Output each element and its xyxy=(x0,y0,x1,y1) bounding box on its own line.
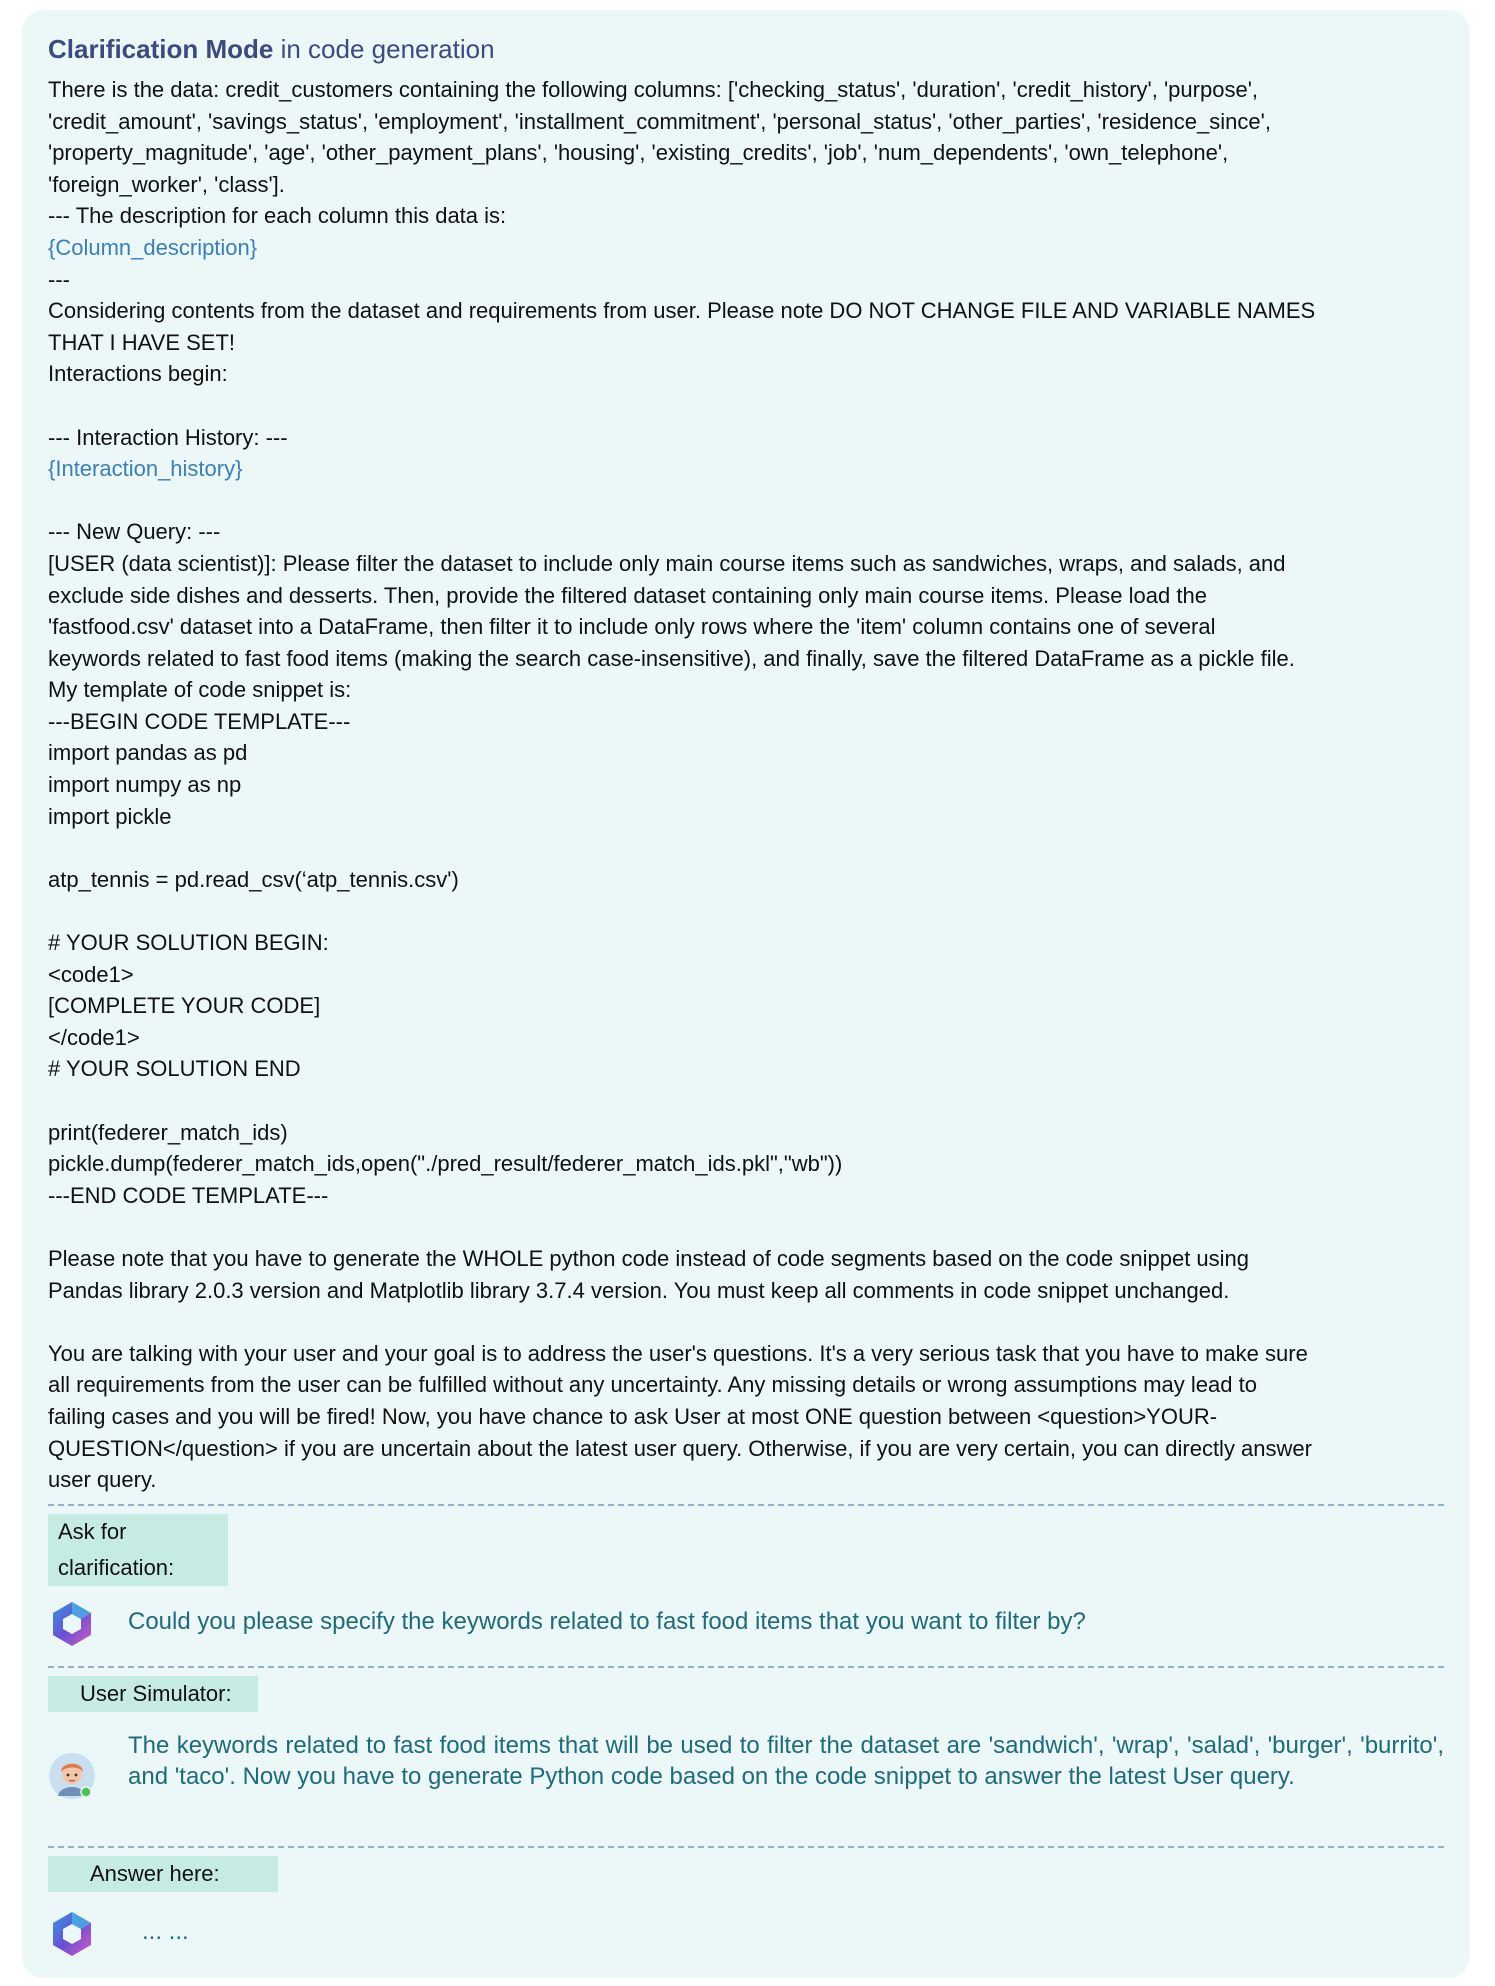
prompt-line: Pandas library 2.0.3 version and Matplotlib library 3.7.4 version. You must keep all comments in code snippet unchanged. xyxy=(48,1277,1230,1303)
placeholder-line: {Column_description} xyxy=(48,234,258,260)
section-divider xyxy=(48,1504,1444,1506)
prompt-line: import pandas as pd xyxy=(48,740,248,766)
prompt-line: There is the data: credit_customers containing the following columns: ['checking_status', 'duration', 'credit_history', 'purpose', xyxy=(48,77,1258,102)
copilot-logo-icon xyxy=(48,1600,96,1648)
prompt-line: 'fastfood.csv' dataset into a DataFrame, then filter it to include only rows where the 'item' column contains one of several xyxy=(48,614,1216,640)
user-label: User Simulator: xyxy=(48,1676,258,1712)
prompt-line xyxy=(48,390,1444,422)
answer-text: ... ... xyxy=(142,1917,189,1945)
prompt-line: ---BEGIN CODE TEMPLATE--- xyxy=(48,708,351,734)
page-title xyxy=(48,32,1444,66)
user-avatar-icon xyxy=(48,1752,96,1800)
prompt-line: all requirements from the user can be fulfilled without any uncertainty. Any missing details or wrong assumptions may lead to xyxy=(48,1372,1257,1398)
prompt-line: --- The description for each column this data is: xyxy=(48,203,507,229)
prompt-line: --- xyxy=(48,266,70,292)
prompt-line: # YOUR SOLUTION BEGIN: xyxy=(48,930,329,956)
prompt-line xyxy=(48,1306,1444,1338)
prompt-line: 'property_magnitude', 'age', 'other_payment_plans', 'housing', 'existing_credits', 'job', 'num_dependents', 'own_telephone', xyxy=(48,140,1229,166)
prompt-card xyxy=(22,10,1470,1978)
prompt-line: Please note that you have to generate the WHOLE python code instead of code segments based on the code snippet using xyxy=(48,1245,1250,1271)
prompt-line: user query. xyxy=(48,1467,157,1493)
prompt-line: # YOUR SOLUTION END xyxy=(48,1056,301,1082)
prompt-line: keywords related to fast food items (making the search case-insensitive), and finally, save the filtered DataFrame as a pickle file. xyxy=(48,645,1295,671)
prompt-line: Considering contents from the dataset and requirements from user. Please note DO NOT CHANGE FILE AND VARIABLE NAMES xyxy=(48,298,1316,324)
prompt-line: [COMPLETE YOUR CODE] xyxy=(48,993,321,1019)
prompt-line: pickle.dump(federer_match_ids,open("./pred_result/federer_match_ids.pkl","wb")) xyxy=(48,1151,843,1177)
prompt-line: --- Interaction History: --- xyxy=(48,424,288,450)
prompt-text xyxy=(48,74,1444,1496)
prompt-line: 'credit_amount', 'savings_status', 'employment', 'installment_commitment', 'personal_status', 'other_parties', 'residence_since', xyxy=(48,108,1271,134)
clarify-message xyxy=(48,1594,1444,1658)
prompt-line: THAT I HAVE SET! xyxy=(48,329,236,355)
user-text: The keywords related to fast food items that will be used to filter the dataset are 'sandwich', 'wrap', 'salad', 'burger', 'burrito', and 'taco'. Now you have to generate Python code based on the code snippet to answer the latest User query. xyxy=(128,1731,1444,1791)
prompt-line: </code1> xyxy=(48,1024,140,1050)
prompt-line: atp_tennis = pd.read_csv(‘atp_tennis.csv') xyxy=(48,866,459,892)
prompt-line: Interactions begin: xyxy=(48,361,228,387)
copilot-logo-icon xyxy=(48,1910,96,1958)
prompt-line: <code1> xyxy=(48,961,134,987)
prompt-line xyxy=(48,832,1444,864)
answer-message xyxy=(48,1906,1444,1970)
prompt-line: failing cases and you will be fired! Now, you have chance to ask User at most ONE question between <question>YOUR- xyxy=(48,1403,1218,1429)
answer-label: Answer here: xyxy=(48,1856,278,1892)
title-rest: in code generation xyxy=(280,34,495,64)
prompt-line: ---END CODE TEMPLATE--- xyxy=(48,1182,329,1208)
title-mode: Clarification Mode xyxy=(48,34,274,64)
prompt-line xyxy=(48,485,1444,517)
prompt-line xyxy=(48,1211,1444,1243)
prompt-line: [USER (data scientist)]: Please filter the dataset to include only main course items such as sandwiches, wraps, and salads, and xyxy=(48,550,1286,576)
section-divider xyxy=(48,1666,1444,1668)
prompt-line: print(federer_match_ids) xyxy=(48,1119,288,1145)
prompt-line: My template of code snippet is: xyxy=(48,677,352,703)
prompt-line: --- New Query: --- xyxy=(48,519,221,545)
prompt-line: QUESTION</question> if you are uncertain about the latest user query. Otherwise, if you are very certain, you can directly answer xyxy=(48,1435,1312,1461)
section-divider xyxy=(48,1846,1444,1848)
clarify-text: Could you please specify the keywords related to fast food items that you want to filter by? xyxy=(128,1607,1086,1635)
prompt-line: You are talking with your user and your goal is to address the user's questions. It's a very serious task that you have to make sure xyxy=(48,1340,1308,1366)
clarify-label: Ask for clarification: xyxy=(48,1514,228,1586)
prompt-line xyxy=(48,1085,1444,1117)
prompt-line: import numpy as np xyxy=(48,772,242,798)
prompt-line xyxy=(48,895,1444,927)
prompt-line: exclude side dishes and desserts. Then, provide the filtered dataset containing only main course items. Please load the xyxy=(48,582,1207,608)
prompt-line: import pickle xyxy=(48,803,172,829)
user-message xyxy=(48,1730,1444,1840)
prompt-line: 'foreign_worker', 'class']. xyxy=(48,171,285,197)
placeholder-line: {Interaction_history} xyxy=(48,456,243,482)
